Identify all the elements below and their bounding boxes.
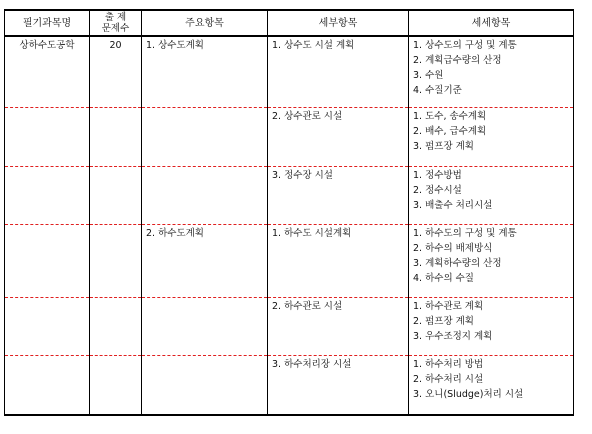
main-item-cell (142, 108, 268, 167)
detail-list-item: 2. 정수시설 (413, 185, 462, 196)
header-detail-item: 세세항목 (409, 10, 574, 36)
question-count-cell (90, 225, 142, 298)
header-main-item: 주요항목 (142, 10, 268, 36)
detail-list-item: 2. 배수, 급수계획 (413, 126, 487, 137)
detail-list-item: 1. 하수도의 구성 및 계통 (413, 228, 517, 239)
main-item-cell (142, 298, 268, 356)
main-item-cell (142, 225, 268, 298)
sub-item-cell-text: 2. 상수관로 시설 (272, 111, 343, 122)
detail-list-item: 3. 오니(Sludge)처리 시설 (413, 389, 524, 400)
subject-cell (5, 36, 90, 108)
main-item-cell (142, 356, 268, 416)
header-subject: 필기과목명 (5, 10, 90, 36)
detail-list-item: 1. 정수방법 (413, 170, 462, 181)
sub-item-cell-text: 3. 하수처리장 시설 (272, 359, 352, 370)
table-row (5, 167, 574, 225)
main-item-cell (142, 167, 268, 225)
header-count-line1: 출 제 (104, 12, 127, 23)
detail-list (413, 299, 569, 344)
detail-list-item: 3. 우수조정지 계획 (413, 331, 493, 342)
detail-list-item: 3. 펌프장 계획 (413, 141, 474, 152)
detail-list (413, 109, 569, 154)
header-sub-item: 세부항목 (268, 10, 409, 36)
sub-item-cell (268, 108, 409, 167)
table-row (5, 225, 574, 298)
detail-item-cell (409, 108, 574, 167)
main-item-cell-text: 2. 하수도계획 (146, 228, 204, 239)
table-row (5, 108, 574, 167)
detail-list (413, 38, 569, 98)
detail-item-cell (409, 167, 574, 225)
main-item-cell-text: 1. 상수도계획 (146, 40, 204, 51)
table-row (5, 298, 574, 356)
detail-list (413, 357, 569, 402)
sub-item-cell-text: 2. 하수관로 시설 (272, 301, 343, 312)
detail-list-item: 1. 도수, 송수계획 (413, 111, 487, 122)
question-count-cell-text: 20 (109, 40, 122, 51)
detail-list-item: 2. 펌프장 계획 (413, 316, 474, 327)
detail-item-cell (409, 356, 574, 416)
detail-list (413, 168, 569, 213)
subject-cell (5, 167, 90, 225)
sub-item-cell (268, 36, 409, 108)
detail-list-item: 2. 계획급수량의 산정 (413, 55, 502, 66)
syllabus-table (4, 9, 574, 416)
table-header-row (5, 10, 574, 36)
header-question-count (90, 10, 142, 36)
subject-cell (5, 225, 90, 298)
detail-item-cell (409, 36, 574, 108)
detail-list-item: 2. 하수처리 시설 (413, 374, 484, 385)
table-row (5, 356, 574, 416)
detail-list-item: 1. 하수관로 계획 (413, 301, 484, 312)
question-count-cell (90, 356, 142, 416)
detail-list-item: 3. 배출수 처리시설 (413, 200, 493, 211)
detail-item-cell (409, 225, 574, 298)
detail-list-item: 4. 하수의 수질 (413, 273, 474, 284)
sub-item-cell-text: 1. 하수도 시설계획 (272, 228, 352, 239)
sub-item-cell-text: 1. 상수도 시설 계획 (272, 40, 355, 51)
sub-item-cell (268, 298, 409, 356)
detail-list-item: 1. 상수도의 구성 및 계통 (413, 40, 517, 51)
subject-cell-text: 상하수도공학 (19, 40, 75, 51)
main-item-cell (142, 36, 268, 108)
detail-list-item: 3. 수원 (413, 70, 444, 81)
subject-cell (5, 108, 90, 167)
question-count-cell (90, 167, 142, 225)
detail-list (413, 226, 569, 286)
detail-list-item: 4. 수질기준 (413, 85, 462, 96)
detail-list-item: 2. 하수의 배제방식 (413, 243, 493, 254)
question-count-cell (90, 108, 142, 167)
sub-item-cell (268, 167, 409, 225)
question-count-cell (90, 298, 142, 356)
sub-item-cell (268, 225, 409, 298)
subject-cell (5, 298, 90, 356)
subject-cell (5, 356, 90, 416)
detail-item-cell (409, 298, 574, 356)
detail-list-item: 3. 계획하수량의 산정 (413, 258, 502, 269)
table-body (5, 36, 574, 415)
detail-list-item: 1. 하수처리 방법 (413, 359, 484, 370)
sub-item-cell (268, 356, 409, 416)
sub-item-cell-text: 3. 정수장 시설 (272, 170, 333, 181)
header-count-line2: 문제수 (101, 23, 130, 34)
table-row (5, 36, 574, 108)
question-count-cell (90, 36, 142, 108)
